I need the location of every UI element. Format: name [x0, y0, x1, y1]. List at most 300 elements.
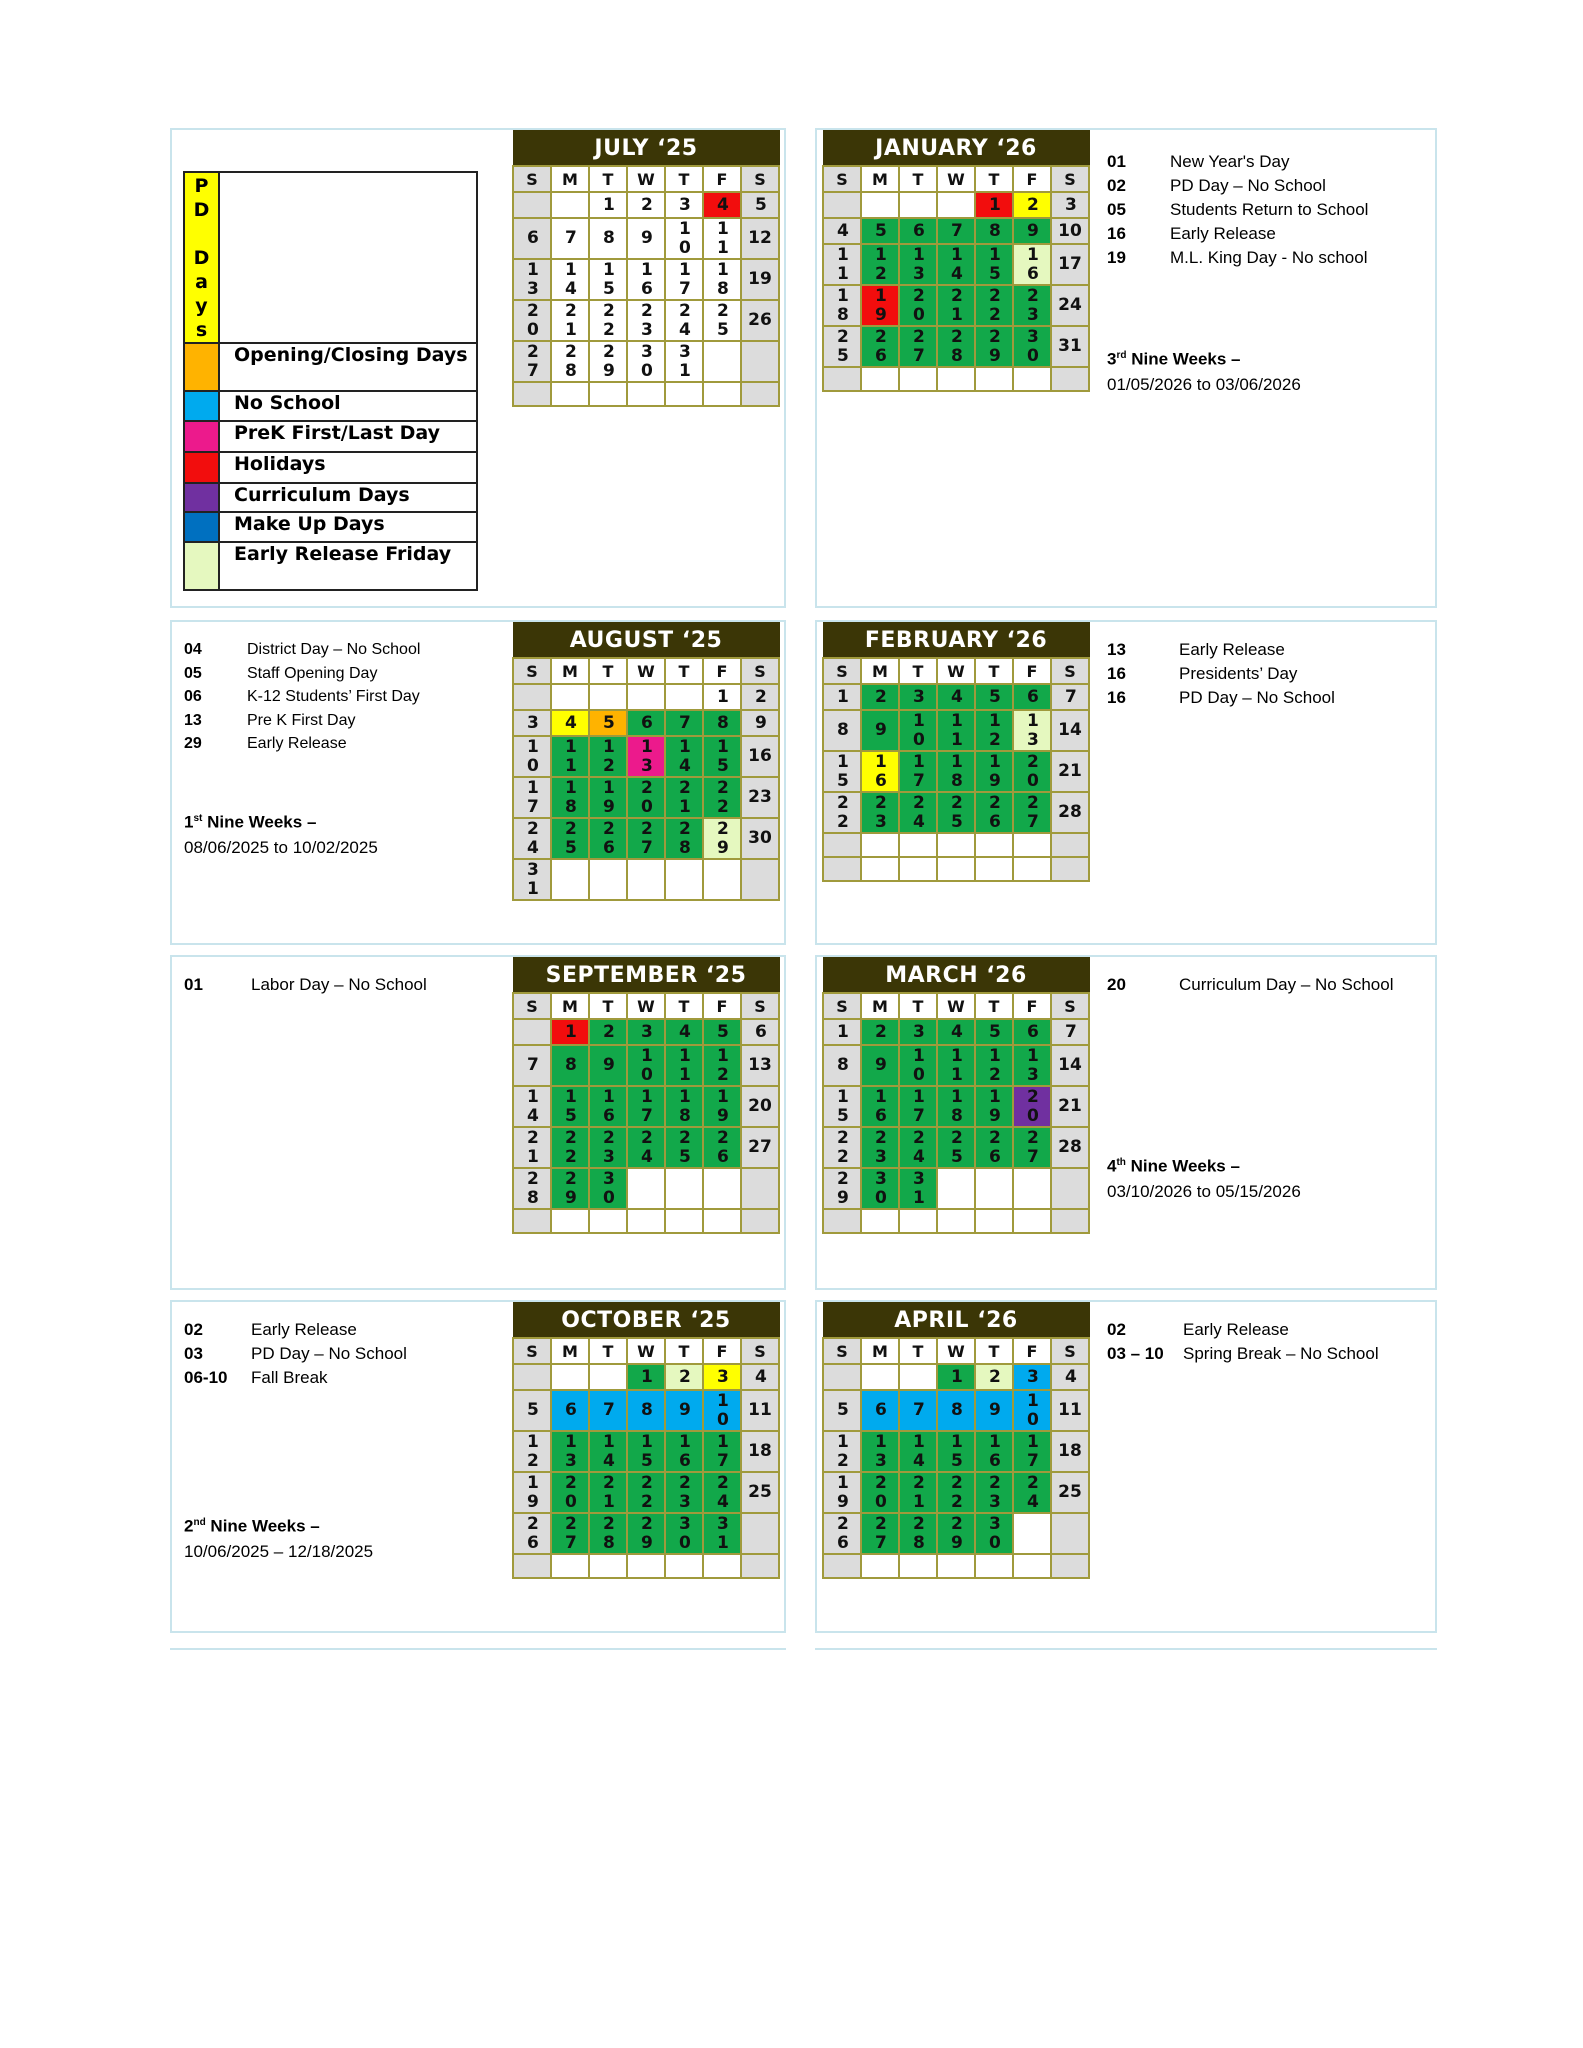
day-cell: 4 — [823, 218, 861, 244]
day-cell: 12 — [975, 710, 1013, 751]
day-cell: 4 — [1051, 1364, 1089, 1390]
nine-weeks-third-suffix: rd — [1116, 350, 1127, 361]
day-cell — [975, 1209, 1013, 1233]
day-cell: 13 — [551, 1431, 589, 1472]
note-item — [1107, 638, 1335, 662]
day-cell: 11 — [741, 1390, 779, 1431]
day-cell: 20 — [861, 1472, 899, 1513]
day-cell: 29 — [589, 341, 627, 382]
day-cell — [665, 1168, 703, 1209]
note-item — [184, 662, 420, 686]
note-item — [1107, 174, 1368, 198]
day-cell — [741, 1209, 779, 1233]
day-cell: 30 — [861, 1168, 899, 1209]
day-cell: 10 — [703, 1390, 741, 1431]
weekday-header: S — [823, 166, 861, 192]
day-cell — [823, 1364, 861, 1390]
day-cell — [861, 857, 899, 881]
day-cell: 19 — [589, 777, 627, 818]
weekday-header: S — [741, 993, 779, 1019]
day-cell — [703, 341, 741, 382]
day-cell: 8 — [551, 1045, 589, 1086]
note-text: New Year's Day — [1170, 152, 1290, 171]
note-item — [1107, 246, 1368, 270]
note-text: PD Day – No School — [251, 1344, 407, 1363]
day-cell: 12 — [823, 1431, 861, 1472]
day-cell: 12 — [513, 1431, 551, 1472]
legend-label-makeup: Make Up Days — [219, 512, 477, 542]
day-cell: 11 — [1051, 1390, 1089, 1431]
day-cell: 8 — [823, 710, 861, 751]
day-cell: 3 — [627, 1019, 665, 1045]
day-cell — [551, 1364, 589, 1390]
day-cell — [1051, 1513, 1089, 1554]
day-cell — [899, 857, 937, 881]
day-cell — [551, 684, 589, 710]
note-item — [1107, 1318, 1379, 1342]
day-cell: 24 — [513, 818, 551, 859]
day-cell: 16 — [627, 259, 665, 300]
note-date: 03 – 10 — [1107, 1344, 1164, 1363]
day-cell: 9 — [1013, 218, 1051, 244]
note-date: 13 — [184, 711, 202, 729]
day-cell: 29 — [627, 1513, 665, 1554]
day-cell: 27 — [551, 1513, 589, 1554]
day-cell — [975, 1554, 1013, 1578]
day-cell: 19 — [823, 1472, 861, 1513]
legend-swatch-curriculum — [184, 483, 219, 512]
weekday-header: T — [975, 166, 1013, 192]
day-cell — [1013, 367, 1051, 391]
calendar-september — [512, 957, 780, 1234]
calendar-april — [822, 1302, 1090, 1579]
day-cell: 21 — [551, 300, 589, 341]
weekday-header: F — [1013, 1338, 1051, 1364]
note-text: PD Day – No School — [1170, 176, 1326, 195]
day-cell: 14 — [899, 1431, 937, 1472]
bottom-rule-right — [815, 1648, 1437, 1650]
day-cell: 27 — [899, 326, 937, 367]
legend-label-prek: PreK First/Last Day — [219, 421, 477, 452]
notes-august — [184, 638, 420, 756]
day-cell: 27 — [741, 1127, 779, 1168]
day-cell: 17 — [899, 751, 937, 792]
day-cell: 18 — [1051, 1431, 1089, 1472]
note-date: 29 — [184, 735, 202, 752]
day-cell: 10 — [899, 710, 937, 751]
day-cell — [937, 1554, 975, 1578]
day-cell: 11 — [937, 710, 975, 751]
day-cell — [937, 833, 975, 857]
weekday-header: T — [589, 166, 627, 192]
day-cell: 3 — [513, 710, 551, 736]
weekday-header: W — [937, 658, 975, 684]
day-cell: 8 — [823, 1045, 861, 1086]
day-cell: 23 — [975, 1472, 1013, 1513]
day-cell: 5 — [589, 710, 627, 736]
note-item — [1107, 686, 1335, 710]
note-text: M.L. King Day - No school — [1170, 248, 1368, 267]
nine-weeks-first — [184, 806, 378, 860]
day-cell: 22 — [823, 1127, 861, 1168]
day-cell — [823, 1554, 861, 1578]
weekday-header: T — [899, 658, 937, 684]
day-cell: 23 — [627, 300, 665, 341]
day-cell: 6 — [741, 1019, 779, 1045]
day-cell — [627, 1209, 665, 1233]
day-cell: 12 — [861, 244, 899, 285]
day-cell: 19 — [703, 1086, 741, 1127]
day-cell — [975, 367, 1013, 391]
day-cell: 15 — [823, 751, 861, 792]
weekday-header: S — [1051, 166, 1089, 192]
day-cell: 26 — [703, 1127, 741, 1168]
day-cell: 3 — [703, 1364, 741, 1390]
day-cell — [975, 857, 1013, 881]
day-cell: 13 — [1013, 710, 1051, 751]
month-title: JANUARY ‘26 — [823, 131, 1089, 167]
day-cell: 10 — [899, 1045, 937, 1086]
day-cell: 23 — [1013, 285, 1051, 326]
weekday-header: S — [513, 658, 551, 684]
weekday-header: S — [1051, 993, 1089, 1019]
weekday-header: F — [703, 658, 741, 684]
nine-weeks-fourth-range: 03/10/2026 to 05/15/2026 — [1107, 1181, 1301, 1201]
weekday-header: W — [627, 1338, 665, 1364]
nine-weeks-fourth-ordinal: 4 — [1107, 1156, 1117, 1176]
nine-weeks-second-ordinal: 2 — [184, 1516, 194, 1536]
day-cell: 20 — [899, 285, 937, 326]
day-cell — [1013, 833, 1051, 857]
day-cell: 15 — [589, 259, 627, 300]
day-cell: 30 — [589, 1168, 627, 1209]
day-cell: 25 — [937, 792, 975, 833]
day-cell: 19 — [975, 751, 1013, 792]
note-date: 02 — [1107, 1320, 1126, 1339]
day-cell: 4 — [551, 710, 589, 736]
legend-swatch-early-release — [184, 542, 219, 590]
day-cell — [1013, 1168, 1051, 1209]
weekday-header: T — [899, 166, 937, 192]
day-cell: 21 — [899, 1472, 937, 1513]
day-cell: 22 — [937, 1472, 975, 1513]
note-item — [1107, 662, 1335, 686]
day-cell — [861, 367, 899, 391]
day-cell: 24 — [1013, 1472, 1051, 1513]
day-cell: 15 — [823, 1086, 861, 1127]
day-cell — [1051, 367, 1089, 391]
day-cell: 10 — [513, 736, 551, 777]
day-cell: 25 — [741, 1472, 779, 1513]
day-cell: 23 — [665, 1472, 703, 1513]
weekday-header: S — [741, 166, 779, 192]
day-cell: 16 — [1013, 244, 1051, 285]
note-text: Early Release — [1179, 640, 1285, 659]
note-date: 06 — [184, 688, 202, 705]
day-cell — [975, 1168, 1013, 1209]
weekday-header: T — [589, 1338, 627, 1364]
day-cell — [627, 1554, 665, 1578]
day-cell — [741, 382, 779, 406]
day-cell — [627, 859, 665, 900]
note-text: District Day – No School — [247, 641, 421, 658]
note-date: 01 — [184, 975, 203, 994]
day-cell — [703, 1168, 741, 1209]
day-cell — [1051, 1554, 1089, 1578]
weekday-header: S — [513, 993, 551, 1019]
day-cell — [1051, 1209, 1089, 1233]
note-date: 01 — [1107, 152, 1126, 171]
month-title: AUGUST ‘25 — [513, 623, 779, 659]
day-cell: 1 — [823, 684, 861, 710]
day-cell: 21 — [665, 777, 703, 818]
note-item — [184, 732, 420, 756]
legend-label-no-school: No School — [219, 391, 477, 421]
day-cell: 20 — [551, 1472, 589, 1513]
note-item — [184, 709, 420, 733]
note-date: 05 — [1107, 200, 1126, 219]
weekday-header: F — [703, 1338, 741, 1364]
day-cell: 15 — [937, 1431, 975, 1472]
day-cell: 2 — [861, 1019, 899, 1045]
note-text: K-12 Students’ First Day — [247, 688, 420, 705]
day-cell: 22 — [703, 777, 741, 818]
day-cell: 26 — [513, 1513, 551, 1554]
day-cell: 6 — [899, 218, 937, 244]
day-cell — [741, 1554, 779, 1578]
day-cell: 14 — [551, 259, 589, 300]
day-cell: 14 — [513, 1086, 551, 1127]
day-cell: 31 — [665, 341, 703, 382]
day-cell — [665, 1209, 703, 1233]
day-cell: 8 — [937, 1390, 975, 1431]
notes-january — [1107, 150, 1368, 270]
day-cell: 26 — [741, 300, 779, 341]
day-cell — [899, 1364, 937, 1390]
day-cell — [937, 192, 975, 218]
day-cell: 9 — [589, 1045, 627, 1086]
day-cell: 5 — [703, 1019, 741, 1045]
calendar-august — [512, 622, 780, 901]
day-cell — [551, 1209, 589, 1233]
day-cell: 9 — [861, 1045, 899, 1086]
day-cell — [741, 859, 779, 900]
legend-label-early-release: Early Release Friday — [219, 542, 477, 590]
calendar-march — [822, 957, 1090, 1234]
day-cell: 31 — [899, 1168, 937, 1209]
day-cell: 1 — [589, 192, 627, 218]
weekday-header: W — [937, 993, 975, 1019]
day-cell: 22 — [823, 792, 861, 833]
day-cell: 25 — [703, 300, 741, 341]
day-cell: 25 — [551, 818, 589, 859]
day-cell: 23 — [741, 777, 779, 818]
day-cell: 17 — [1013, 1431, 1051, 1472]
day-cell — [861, 1364, 899, 1390]
day-cell: 29 — [551, 1168, 589, 1209]
note-date: 04 — [184, 641, 202, 658]
month-title: APRIL ‘26 — [823, 1303, 1089, 1339]
day-cell: 22 — [975, 285, 1013, 326]
day-cell: 1 — [627, 1364, 665, 1390]
note-date: 02 — [184, 1320, 203, 1339]
day-cell: 18 — [665, 1086, 703, 1127]
day-cell: 28 — [551, 341, 589, 382]
day-cell: 14 — [1051, 710, 1089, 751]
day-cell: 20 — [627, 777, 665, 818]
weekday-header: T — [665, 1338, 703, 1364]
day-cell: 2 — [665, 1364, 703, 1390]
note-date: 20 — [1107, 975, 1126, 994]
day-cell: 2 — [861, 684, 899, 710]
day-cell — [551, 1554, 589, 1578]
day-cell: 5 — [975, 1019, 1013, 1045]
day-cell: 27 — [627, 818, 665, 859]
day-cell: 8 — [627, 1390, 665, 1431]
note-text: Staff Opening Day — [247, 664, 378, 682]
day-cell: 24 — [703, 1472, 741, 1513]
weekday-header: S — [823, 1338, 861, 1364]
note-text: Early Release — [251, 1320, 357, 1339]
nine-weeks-third-range: 01/05/2026 to 03/06/2026 — [1107, 374, 1301, 394]
day-cell — [861, 833, 899, 857]
day-cell: 24 — [1051, 285, 1089, 326]
nine-weeks-first-label: Nine Weeks – — [202, 812, 317, 832]
day-cell: 2 — [741, 684, 779, 710]
day-cell: 11 — [937, 1045, 975, 1086]
day-cell: 19 — [741, 259, 779, 300]
nine-weeks-first-range: 08/06/2025 to 10/02/2025 — [184, 837, 378, 857]
bottom-rule-left — [170, 1648, 786, 1650]
day-cell: 14 — [1051, 1045, 1089, 1086]
day-cell: 9 — [627, 218, 665, 259]
day-cell: 6 — [627, 710, 665, 736]
day-cell: 10 — [627, 1045, 665, 1086]
weekday-header: W — [627, 166, 665, 192]
weekday-header: M — [551, 166, 589, 192]
weekday-header: F — [1013, 166, 1051, 192]
day-cell: 9 — [741, 710, 779, 736]
day-cell: 28 — [1051, 1127, 1089, 1168]
day-cell: 12 — [703, 1045, 741, 1086]
day-cell: 22 — [627, 1472, 665, 1513]
day-cell: 6 — [551, 1390, 589, 1431]
legend-swatch-holidays — [184, 452, 219, 483]
day-cell: 5 — [741, 192, 779, 218]
day-cell: 6 — [1013, 1019, 1051, 1045]
day-cell: 22 — [589, 300, 627, 341]
day-cell: 20 — [1013, 751, 1051, 792]
day-cell: 13 — [1013, 1045, 1051, 1086]
day-cell: 26 — [975, 1127, 1013, 1168]
legend-pd-days-swatch — [184, 172, 219, 343]
day-cell — [937, 367, 975, 391]
day-cell: 20 — [1013, 1086, 1051, 1127]
note-item — [184, 1342, 407, 1366]
nine-weeks-fourth-suffix: th — [1116, 1157, 1126, 1168]
note-date: 06-10 — [184, 1368, 228, 1387]
day-cell: 5 — [823, 1390, 861, 1431]
nine-weeks-fourth-label: Nine Weeks – — [1125, 1156, 1240, 1176]
weekday-header: F — [1013, 993, 1051, 1019]
nine-weeks-second — [184, 1510, 373, 1564]
day-cell: 23 — [861, 792, 899, 833]
weekday-header: S — [1051, 1338, 1089, 1364]
day-cell — [627, 684, 665, 710]
day-cell — [551, 382, 589, 406]
month-title: SEPTEMBER ‘25 — [513, 958, 779, 994]
weekday-header: F — [703, 993, 741, 1019]
day-cell: 17 — [899, 1086, 937, 1127]
weekday-header: M — [861, 993, 899, 1019]
day-cell — [1013, 857, 1051, 881]
month-title: OCTOBER ‘25 — [513, 1303, 779, 1339]
day-cell: 3 — [1051, 192, 1089, 218]
day-cell: 1 — [703, 684, 741, 710]
notes-april — [1107, 1318, 1379, 1366]
day-cell — [589, 859, 627, 900]
note-item — [184, 1318, 407, 1342]
day-cell: 3 — [665, 192, 703, 218]
day-cell: 2 — [589, 1019, 627, 1045]
legend-swatch-no-school — [184, 391, 219, 421]
calendar-january — [822, 130, 1090, 392]
day-cell: 24 — [899, 1127, 937, 1168]
day-cell — [589, 1209, 627, 1233]
day-cell: 5 — [513, 1390, 551, 1431]
note-item — [184, 638, 420, 662]
day-cell: 29 — [823, 1168, 861, 1209]
day-cell: 8 — [975, 218, 1013, 244]
day-cell: 23 — [861, 1127, 899, 1168]
day-cell — [513, 192, 551, 218]
note-item — [1107, 1342, 1379, 1366]
day-cell — [513, 684, 551, 710]
day-cell: 14 — [589, 1431, 627, 1472]
day-cell: 22 — [551, 1127, 589, 1168]
day-cell: 28 — [665, 818, 703, 859]
note-text: Labor Day – No School — [251, 975, 427, 994]
weekday-header: T — [665, 993, 703, 1019]
day-cell — [937, 1209, 975, 1233]
note-date: 13 — [1107, 640, 1126, 659]
legend-label-curriculum: Curriculum Days — [219, 483, 477, 512]
weekday-header: S — [823, 658, 861, 684]
day-cell: 24 — [665, 300, 703, 341]
day-cell: 2 — [975, 1364, 1013, 1390]
day-cell — [589, 1364, 627, 1390]
day-cell — [551, 192, 589, 218]
note-text: Early Release — [1183, 1320, 1289, 1339]
day-cell — [823, 833, 861, 857]
weekday-header: T — [975, 993, 1013, 1019]
day-cell: 21 — [589, 1472, 627, 1513]
day-cell — [1051, 857, 1089, 881]
day-cell: 30 — [1013, 326, 1051, 367]
day-cell: 27 — [1013, 792, 1051, 833]
day-cell: 7 — [1051, 1019, 1089, 1045]
day-cell: 4 — [741, 1364, 779, 1390]
day-cell: 20 — [513, 300, 551, 341]
month-title: JULY ‘25 — [513, 131, 779, 167]
day-cell — [513, 382, 551, 406]
day-cell: 8 — [589, 218, 627, 259]
day-cell — [703, 859, 741, 900]
note-date: 16 — [1107, 688, 1126, 707]
weekday-header: M — [551, 993, 589, 1019]
note-item — [1107, 222, 1368, 246]
day-cell: 6 — [513, 218, 551, 259]
